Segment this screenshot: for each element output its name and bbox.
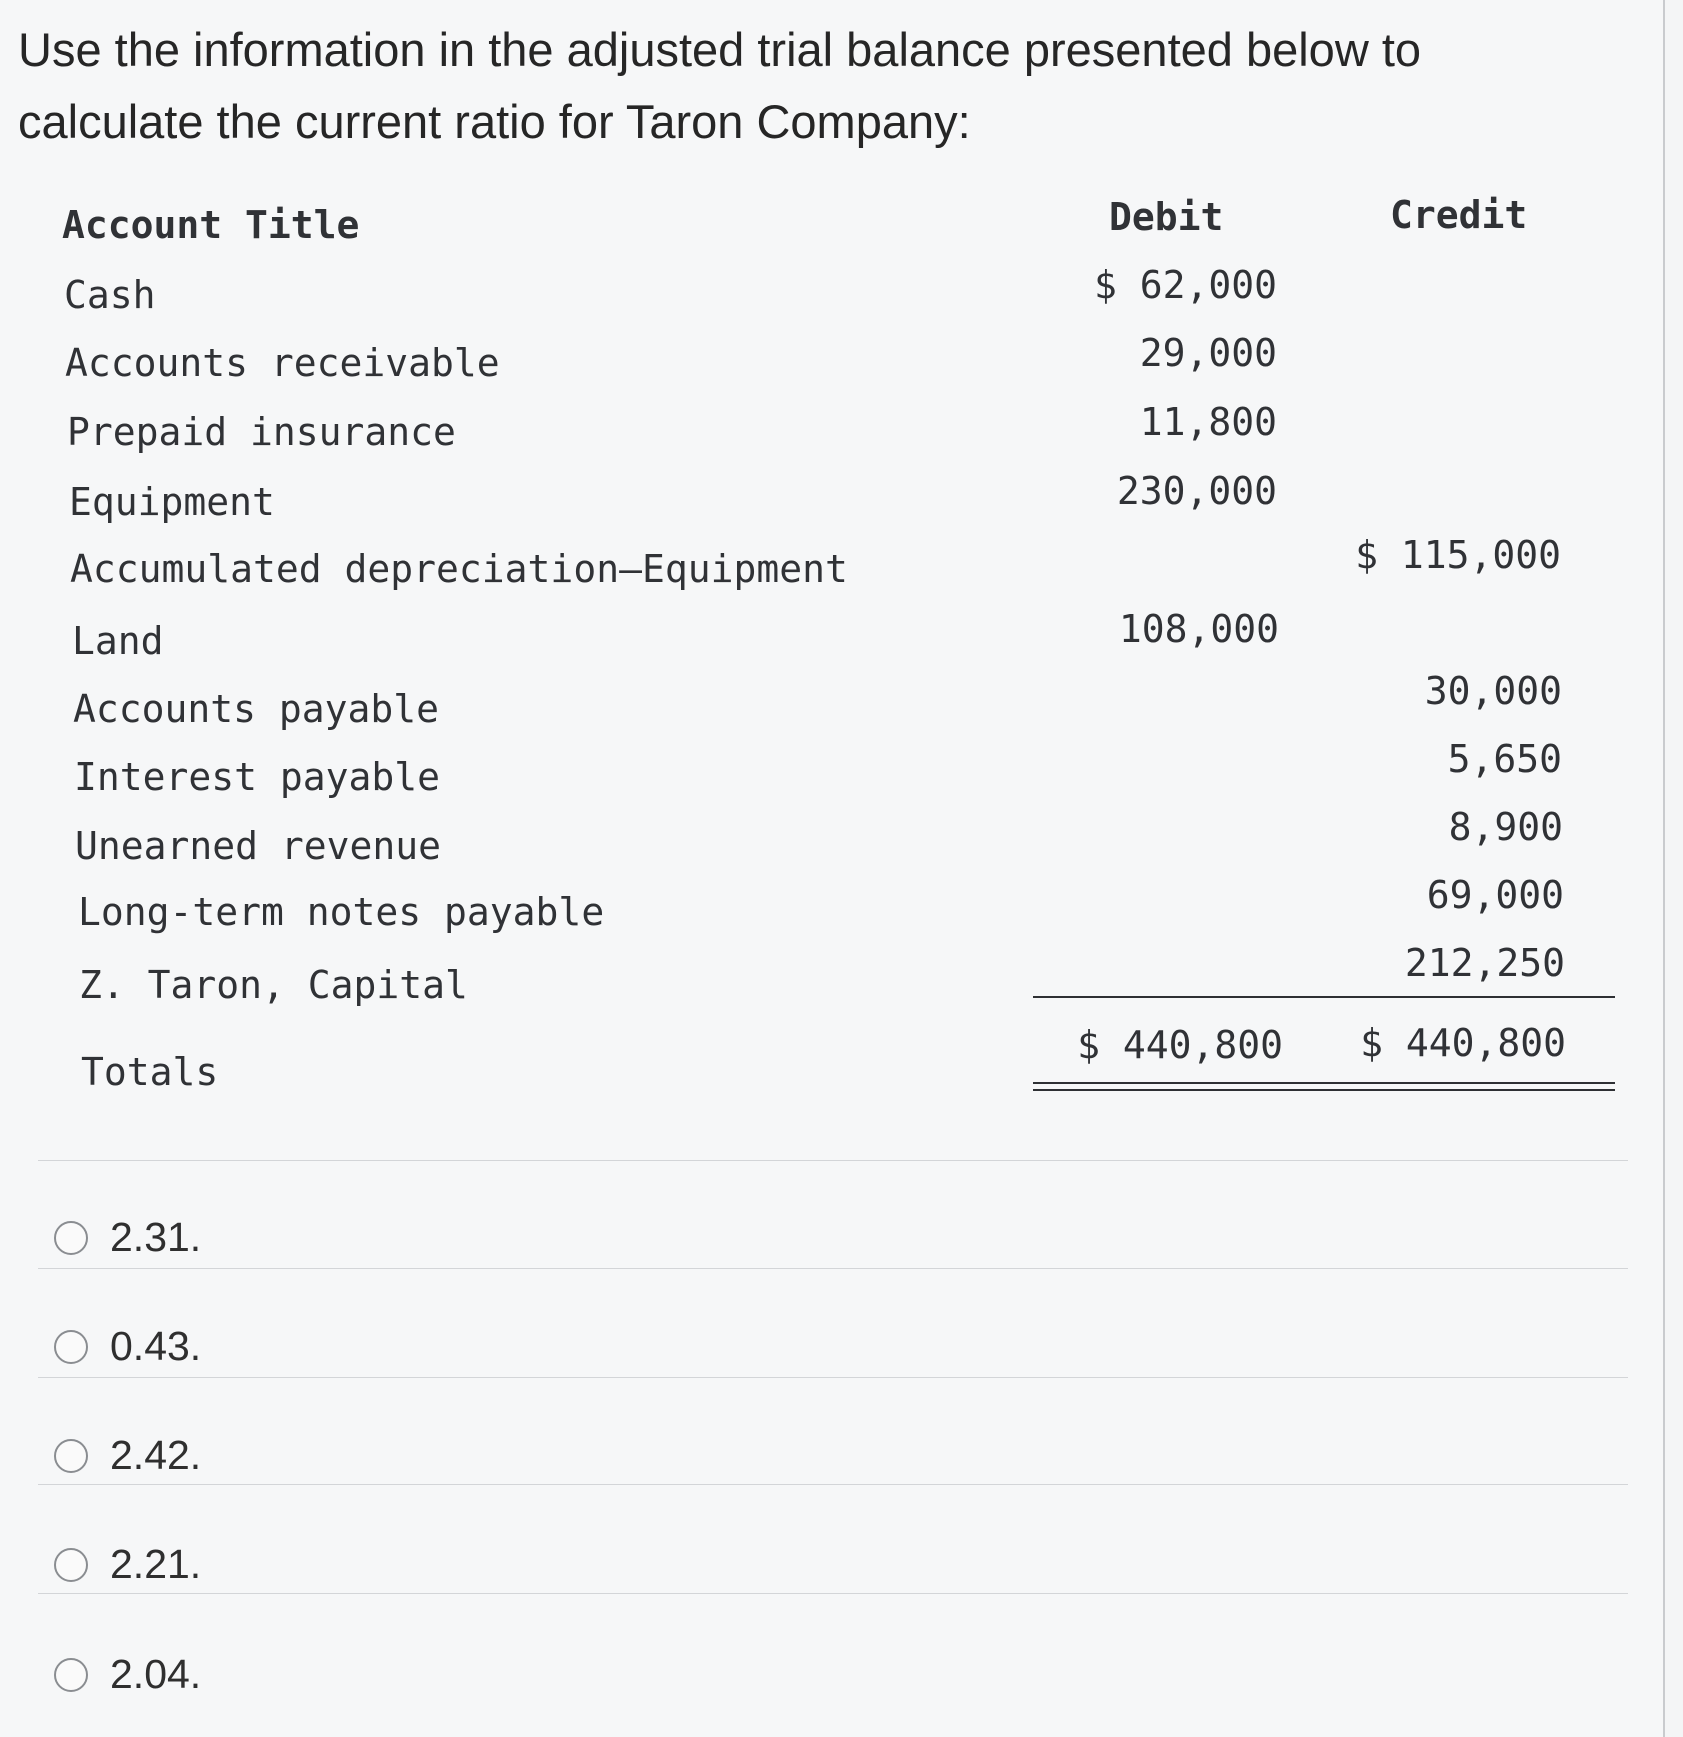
options-separator	[38, 1484, 1628, 1485]
option-label: 0.43.	[110, 1323, 202, 1369]
option-0-43[interactable]	[54, 1323, 201, 1370]
debit-land: 108,000	[1118, 607, 1279, 651]
account-interest-payable: Interest payable	[74, 755, 441, 799]
account-prepaid-insurance: Prepaid insurance	[67, 410, 456, 454]
options-separator	[38, 1268, 1628, 1269]
account-cash: Cash	[64, 273, 156, 317]
account-accumulated-depreciation: Accumulated depreciation—Equipment	[70, 547, 848, 591]
subtotal-rule	[1033, 996, 1615, 998]
totals-double-rule	[1033, 1082, 1615, 1091]
credit-accumulated-depreciation: $ 115,000	[1355, 533, 1561, 577]
debit-cash: $ 62,000	[1093, 263, 1277, 307]
radio-button-icon[interactable]	[54, 1658, 88, 1692]
credit-taron-capital: 212,250	[1404, 941, 1565, 985]
option-2-42[interactable]	[54, 1432, 201, 1479]
totals-debit: $ 440,800	[1077, 1023, 1283, 1067]
account-accounts-payable: Accounts payable	[73, 687, 440, 731]
account-equipment: Equipment	[69, 480, 275, 524]
radio-button-icon[interactable]	[54, 1548, 88, 1582]
account-taron-capital: Z. Taron, Capital	[79, 963, 468, 1007]
question-text: Use the information in the adjusted trial balance presented below to calculate the current ratio for Taron Company:	[18, 23, 1422, 148]
account-long-term-notes-payable: Long-term notes payable	[78, 890, 605, 934]
debit-header: Debit	[1109, 195, 1224, 239]
option-2-04[interactable]	[54, 1651, 201, 1698]
debit-prepaid-insurance: 11,800	[1139, 400, 1277, 444]
credit-long-term-notes-payable: 69,000	[1426, 873, 1564, 917]
radio-button-icon[interactable]	[54, 1439, 88, 1473]
options-separator	[38, 1377, 1628, 1378]
totals-credit: $ 440,800	[1360, 1021, 1566, 1065]
radio-button-icon[interactable]	[54, 1221, 88, 1255]
option-label: 2.31.	[110, 1214, 202, 1260]
option-2-21[interactable]	[54, 1541, 201, 1588]
credit-accounts-payable: 30,000	[1424, 669, 1562, 713]
option-label: 2.04.	[110, 1651, 202, 1697]
totals-label: Totals	[81, 1050, 219, 1094]
credit-interest-payable: 5,650	[1447, 737, 1562, 781]
radio-button-icon[interactable]	[54, 1330, 88, 1364]
options-separator	[38, 1593, 1628, 1594]
option-2-31[interactable]	[54, 1214, 201, 1261]
option-label: 2.42.	[110, 1432, 202, 1478]
credit-header: Credit	[1390, 193, 1528, 237]
account-title-header: Account Title	[62, 203, 360, 247]
debit-equipment: 230,000	[1116, 469, 1277, 513]
options-separator	[38, 1160, 1628, 1161]
account-unearned-revenue: Unearned revenue	[75, 824, 442, 868]
account-accounts-receivable: Accounts receivable	[65, 341, 500, 385]
option-label: 2.21.	[110, 1541, 202, 1587]
credit-unearned-revenue: 8,900	[1448, 805, 1563, 849]
account-land: Land	[72, 619, 164, 663]
debit-accounts-receivable: 29,000	[1139, 331, 1277, 375]
